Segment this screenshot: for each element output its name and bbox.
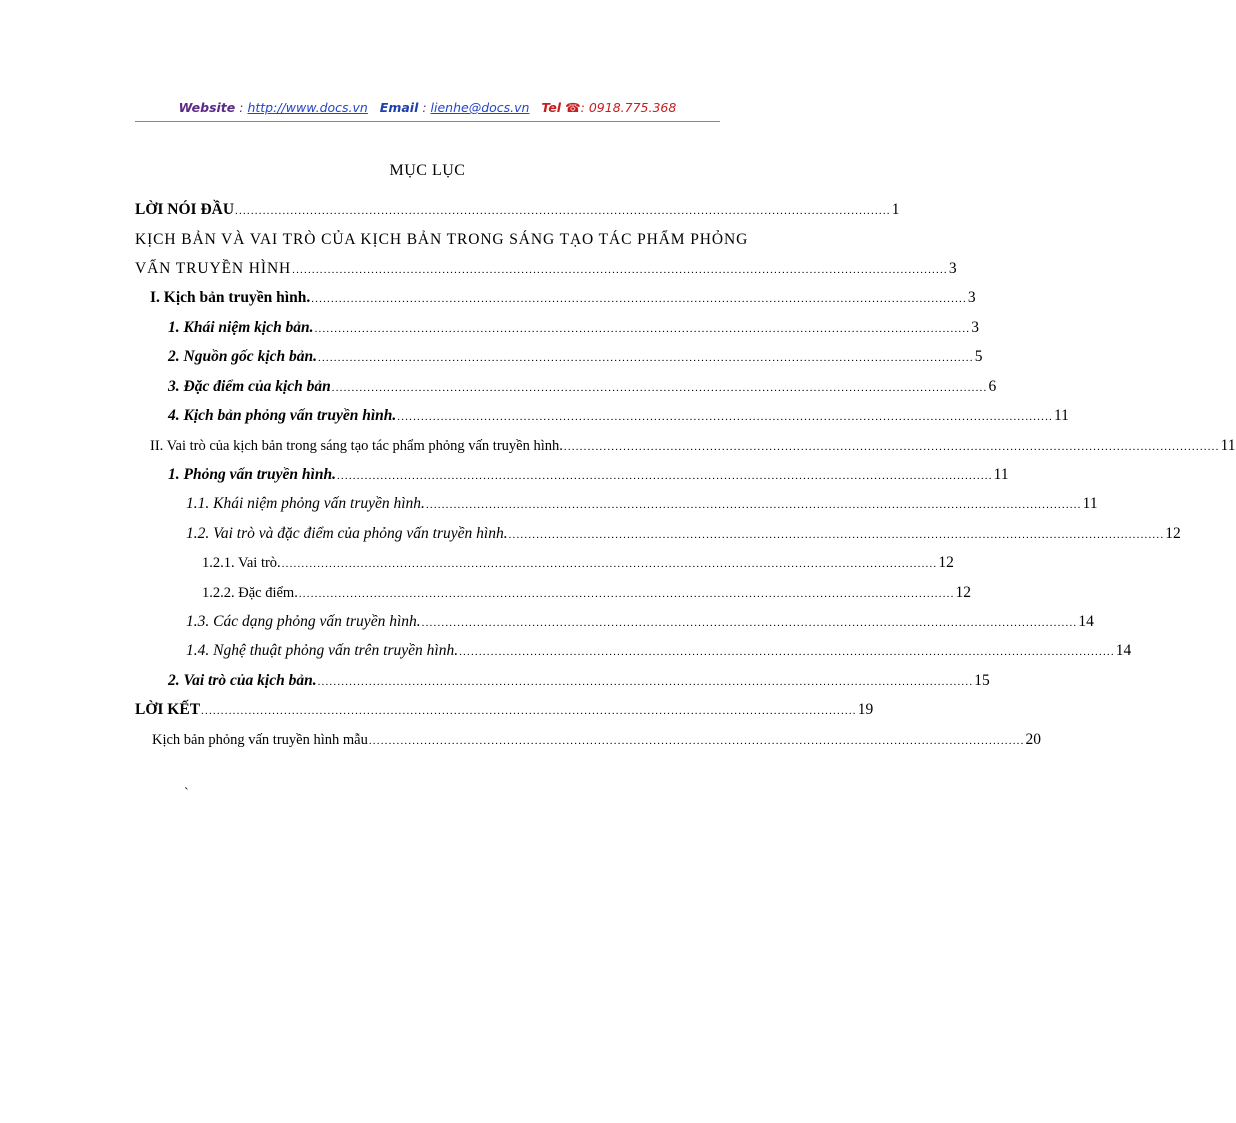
toc-leader-dots: ...................................................................................................................................................................... xyxy=(235,205,891,217)
toc-leader-dots: ...................................................................................................................................................................... xyxy=(314,323,971,335)
toc-leader-dots: ...................................................................................................................................................................... xyxy=(368,735,1025,747)
toc-entry[interactable] xyxy=(168,670,990,692)
toc-entry-title: 1. Phỏng vấn truyền hình. xyxy=(168,466,336,483)
toc-entry-title: 2. Vai trò của kịch bản. xyxy=(168,672,317,689)
toc-entry-title: 4. Kịch bản phỏng vấn truyền hình. xyxy=(168,407,397,424)
toc-leader-dots: ...................................................................................................................................................................... xyxy=(336,470,993,482)
toc-entry-title: 2. Nguồn gốc kịch bản. xyxy=(168,348,317,365)
toc-leader-dots: ...................................................................................................................................................................... xyxy=(201,705,857,717)
toc-entry[interactable] xyxy=(186,493,1098,515)
toc-entry[interactable] xyxy=(150,287,976,309)
toc-entry-title: 1.4. Nghệ thuật phỏng vấn trên truyền hình. xyxy=(186,642,459,659)
toc-leader-dots: ...................................................................................................................................................................... xyxy=(563,441,1220,453)
toc-page-number: 11 xyxy=(1053,407,1069,424)
phone-number: : 0918.775.368 xyxy=(580,100,677,115)
email-link[interactable]: lienhe@docs.vn xyxy=(430,100,530,115)
toc-entry[interactable] xyxy=(135,199,900,221)
toc-leader-dots: ...................................................................................................................................................................... xyxy=(311,293,967,305)
toc-leader-dots: ...................................................................................................................................................................... xyxy=(459,646,1115,658)
toc-entry-title: VẤN TRUYỀN HÌNH xyxy=(135,260,292,277)
toc-page-number: 15 xyxy=(974,672,990,689)
toc-page-number: 11 xyxy=(993,466,1009,483)
toc-leader-dots: ...................................................................................................................................................................... xyxy=(508,529,1165,541)
header-divider xyxy=(135,121,720,122)
page-header xyxy=(135,100,720,115)
toc-leader-dots: ...................................................................................................................................................................... xyxy=(292,264,948,276)
toc-entry-title: LỜI NÓI ĐẦU xyxy=(135,201,235,218)
toc-entry-title: II. Vai trò của kịch bản trong sáng tạo tác phẩm phỏng vấn truyền hình. xyxy=(150,438,563,454)
toc-entry-title: 3. Đặc điểm của kịch bản xyxy=(168,378,331,395)
toc-entry-title: 1.3. Các dạng phỏng vấn truyền hình. xyxy=(186,613,421,630)
toc-page-number: 3 xyxy=(967,289,976,306)
email-separator: : xyxy=(422,100,427,115)
toc-page-number: 3 xyxy=(948,260,957,277)
toc-entry-title: 1.1. Khái niệm phỏng vấn truyền hình. xyxy=(186,495,425,512)
toc-entry[interactable] xyxy=(186,640,1132,662)
toc-page-number: 5 xyxy=(974,348,983,365)
toc-entry[interactable] xyxy=(168,464,1009,486)
toc-leader-dots: ...................................................................................................................................................................... xyxy=(425,499,1082,511)
toc-page-number: 12 xyxy=(938,554,954,571)
toc-page-number: 3 xyxy=(971,319,980,336)
toc-entry[interactable] xyxy=(186,611,1094,633)
toc-entry[interactable] xyxy=(135,699,874,721)
toc-entry[interactable] xyxy=(186,523,1181,545)
toc-page-number: 1 xyxy=(891,201,900,218)
website-label: Website xyxy=(178,100,236,115)
toc-entry[interactable] xyxy=(168,376,997,398)
toc-leader-dots: ...................................................................................................................................................................... xyxy=(317,676,974,688)
toc-entry-title: 1. Khái niệm kịch bản. xyxy=(168,319,314,336)
toc-leader-dots: ...................................................................................................................................................................... xyxy=(397,411,1053,423)
toc-entry[interactable] xyxy=(168,346,983,368)
toc-page-number: 19 xyxy=(857,701,874,718)
toc-page-number: 20 xyxy=(1025,731,1042,748)
toc-page-number: 6 xyxy=(988,378,997,395)
toc-page-number: 11 xyxy=(1082,495,1098,512)
toc-entry-title: 1.2.2. Đặc điểm. xyxy=(202,585,298,601)
toc-entry[interactable] xyxy=(202,582,972,604)
toc-leader-dots: ...................................................................................................................................................................... xyxy=(331,382,988,394)
toc-entry-title: Kịch bản phỏng vấn truyền hình mẫu xyxy=(152,732,368,748)
toc-leader-dots: ...................................................................................................................................................................... xyxy=(298,588,955,600)
toc-entry-title: LỜI KẾT xyxy=(135,701,201,718)
toc-entry[interactable] xyxy=(135,229,749,251)
page-title: MỤC LỤC xyxy=(389,162,466,179)
stray-mark: ` xyxy=(184,786,189,801)
tel-label: Tel xyxy=(541,100,562,115)
toc-leader-dots: ...................................................................................................................................................................... xyxy=(318,352,974,364)
website-separator: : xyxy=(239,100,244,115)
toc-page-number: 11 xyxy=(1220,437,1236,454)
toc-entry[interactable] xyxy=(150,435,1236,457)
toc-page-number: 12 xyxy=(1165,525,1181,542)
email-label: Email xyxy=(379,100,419,115)
toc-entry-title: KỊCH BẢN VÀ VAI TRÒ CỦA KỊCH BẢN TRONG SÁNG TẠO TÁC PHẨM PHỎNG xyxy=(135,231,749,248)
toc-entry-title: 1.2.1. Vai trò. xyxy=(202,555,281,571)
website-link[interactable]: http://www.docs.vn xyxy=(247,100,368,115)
toc-leader-dots: ...................................................................................................................................................................... xyxy=(281,558,938,570)
toc-entry[interactable] xyxy=(152,729,1042,751)
toc-page-number: 14 xyxy=(1078,613,1094,630)
toc-page-number: 12 xyxy=(955,584,972,601)
toc-entry[interactable] xyxy=(135,258,957,280)
toc-entry[interactable] xyxy=(168,405,1069,427)
toc-page-number: 14 xyxy=(1115,642,1132,659)
toc-leader-dots: ...................................................................................................................................................................... xyxy=(421,617,1078,629)
toc-entry[interactable] xyxy=(202,552,954,574)
toc-entry-title: I. Kịch bản truyền hình. xyxy=(150,289,311,306)
toc-entry-title: 1.2. Vai trò và đặc điểm của phỏng vấn truyền hình. xyxy=(186,525,508,542)
toc-entry[interactable] xyxy=(168,317,980,339)
phone-icon: ☎ xyxy=(565,100,581,115)
